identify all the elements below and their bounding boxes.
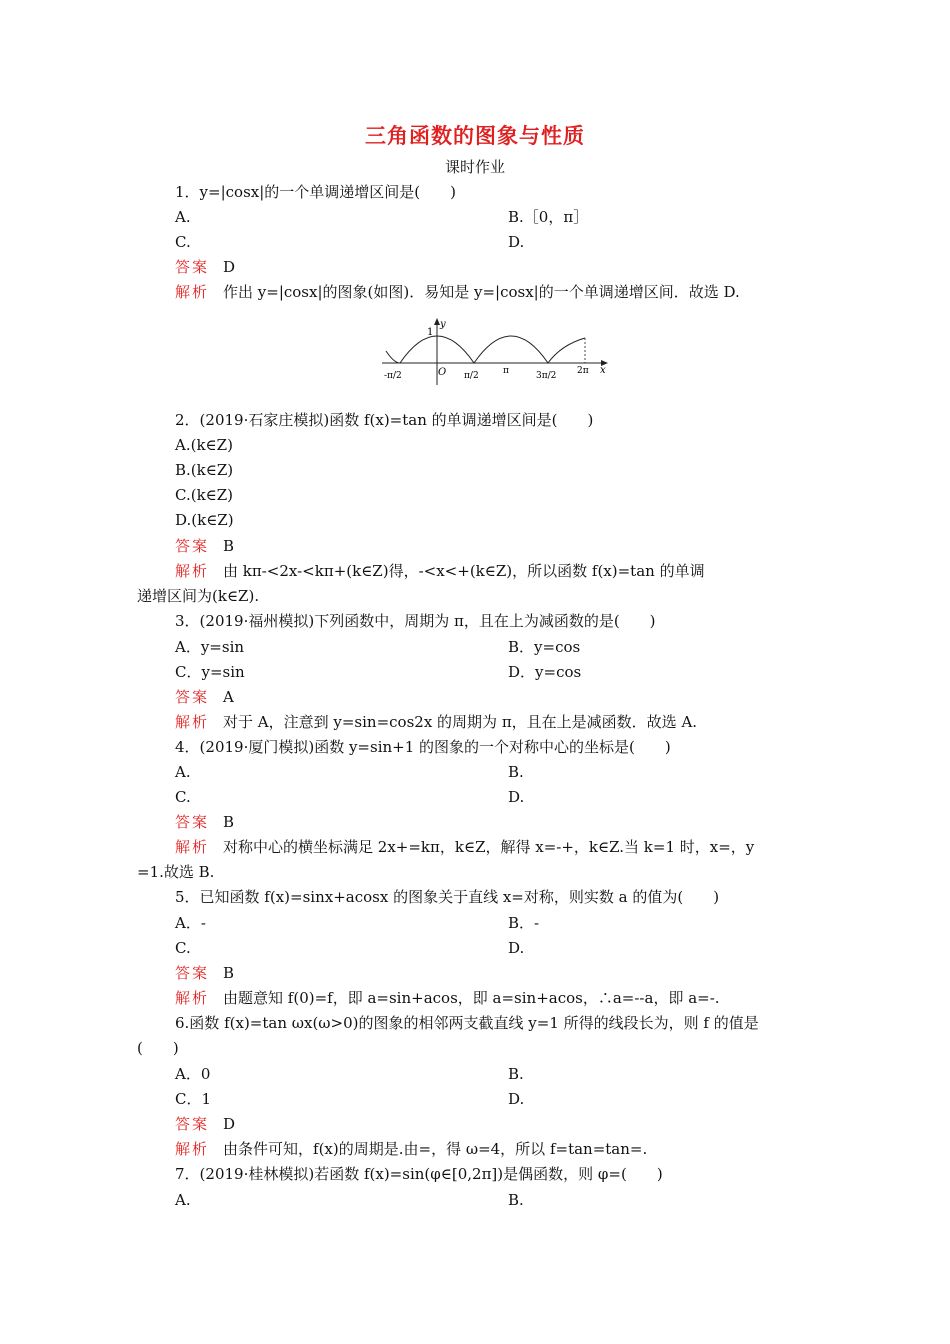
question-3-stem: 3．(2019·福州模拟)下列函数中，周期为 π，且在上为减函数的是( ) xyxy=(175,612,656,630)
question-4-analysis xyxy=(175,837,754,857)
question-4-analysis-cont: =1.故选 B. xyxy=(137,863,215,881)
analysis-text: 由 kπ-<2x-<kπ+(k∈Z)得，-<x<+(k∈Z)，所以函数 f(x)=tan 的单调 xyxy=(223,562,705,580)
analysis-label: 解析 xyxy=(175,989,210,1007)
question-5-answer xyxy=(175,963,234,983)
answer-label: 答案 xyxy=(175,537,210,555)
question-7-option-b: B. xyxy=(508,1191,524,1209)
question-1-answer xyxy=(175,257,235,277)
answer-label: 答案 xyxy=(175,1115,210,1133)
question-1-option-a: A. xyxy=(175,208,191,226)
question-6-answer xyxy=(175,1114,235,1134)
question-3-option-a: A．y=sin xyxy=(175,638,245,656)
x-axis-label: x xyxy=(600,365,606,376)
question-4-option-b: B. xyxy=(508,763,524,781)
answer-label: 答案 xyxy=(175,964,210,982)
question-7-stem: 7．(2019·桂林模拟)若函数 f(x)=sin(φ∈[0,2π])是偶函数，则 φ=( ) xyxy=(175,1165,663,1183)
question-6-option-c: C．1 xyxy=(175,1090,212,1108)
question-6-option-a: A．0 xyxy=(175,1065,211,1083)
question-6-option-d: D. xyxy=(508,1090,525,1108)
question-6-analysis xyxy=(175,1139,647,1159)
question-5-option-a: A．- xyxy=(175,914,206,932)
question-4-option-c: C. xyxy=(175,788,191,806)
abs-cosine-graph xyxy=(380,315,612,387)
question-6-stem: 6.函数 f(x)=tan ωx(ω>0)的图象的相邻两支截直线 y=1 所得的线段长为，则 f 的值是 xyxy=(175,1014,759,1032)
question-4-stem: 4．(2019·厦门模拟)函数 y=sin+1 的图象的一个对称中心的坐标是( ) xyxy=(175,738,671,756)
question-3-option-b: B．y=cos xyxy=(508,638,581,656)
x-tick-three-half-pi: 3π/2 xyxy=(536,371,557,381)
question-2-option-d: D.(k∈Z) xyxy=(175,511,234,529)
question-1-option-d: D. xyxy=(508,233,525,251)
question-2-option-b: B.(k∈Z) xyxy=(175,461,234,479)
question-3-answer xyxy=(175,687,234,707)
answer-value: A xyxy=(223,688,234,706)
analysis-label: 解析 xyxy=(175,283,210,301)
page-subtitle: 课时作业 xyxy=(444,158,505,176)
analysis-text: 对称中心的横坐标满足 2x+=kπ，k∈Z，解得 x=-+，k∈Z.当 k=1 时，x=，y xyxy=(223,838,755,856)
question-2-analysis xyxy=(175,561,705,581)
answer-value: D xyxy=(223,1115,236,1133)
answer-value: B xyxy=(223,813,235,831)
analysis-text: 对于 A，注意到 y=sin=cos2x 的周期为 π，且在上是减函数．故选 A. xyxy=(223,713,698,731)
answer-value: B xyxy=(223,537,235,555)
x-tick-two-pi: 2π xyxy=(577,366,589,376)
answer-label: 答案 xyxy=(175,688,210,706)
analysis-text: 由题意知 f(0)=f，即 a=sin+acos，即 a=sin+acos，∴a=--a，即 a=-. xyxy=(223,989,720,1007)
x-tick-half-pi: π/2 xyxy=(464,371,479,381)
analysis-label: 解析 xyxy=(175,562,210,580)
y-tick-label: 1 xyxy=(427,327,434,338)
question-5-option-d: D. xyxy=(508,939,525,957)
question-6-option-b: B. xyxy=(508,1065,524,1083)
question-1-stem: 1．y=|cosx|的一个单调递增区间是( ) xyxy=(175,183,456,201)
answer-label: 答案 xyxy=(175,258,210,276)
question-3-option-d: D．y=cos xyxy=(508,663,582,681)
answer-label: 答案 xyxy=(175,813,210,831)
question-5-option-b: B．- xyxy=(508,914,540,932)
y-axis-label: y xyxy=(440,319,446,330)
question-3-analysis xyxy=(175,712,697,732)
question-1-option-c: C. xyxy=(175,233,191,251)
question-2-answer xyxy=(175,536,234,556)
answer-value: D xyxy=(223,258,236,276)
x-tick-neg-half-pi: -π/2 xyxy=(384,371,402,381)
origin-label: O xyxy=(438,367,447,378)
analysis-text: 由条件可知，f(x)的周期是.由=，得 ω=4，所以 f=tan=tan=. xyxy=(223,1140,648,1158)
question-5-option-c: C. xyxy=(175,939,191,957)
question-5-stem: 5．已知函数 f(x)=sinx+acosx 的图象关于直线 x=对称，则实数 a 的值为( ) xyxy=(175,888,720,906)
question-2-option-c: C.(k∈Z) xyxy=(175,486,234,504)
question-4-option-a: A. xyxy=(175,763,191,781)
page-title: 三角函数的图象与性质 xyxy=(365,123,585,148)
question-7-option-a: A. xyxy=(175,1191,191,1209)
analysis-label: 解析 xyxy=(175,838,210,856)
question-4-answer xyxy=(175,812,234,832)
analysis-text: 作出 y=|cosx|的图象(如图)．易知是 y=|cosx|的一个单调递增区间．故选 D. xyxy=(223,283,740,301)
x-tick-pi: π xyxy=(503,366,509,376)
question-1-option-b: B.［0，π］ xyxy=(508,208,589,226)
question-5-analysis xyxy=(175,988,720,1008)
analysis-label: 解析 xyxy=(175,713,210,731)
analysis-label: 解析 xyxy=(175,1140,210,1158)
answer-value: B xyxy=(223,964,235,982)
question-2-option-a: A.(k∈Z) xyxy=(175,436,233,454)
question-4-option-d: D. xyxy=(508,788,525,806)
question-1-analysis xyxy=(175,282,740,302)
question-2-analysis-cont: 递增区间为(k∈Z). xyxy=(137,587,260,605)
question-6-stem-cont: ( ) xyxy=(137,1039,179,1057)
question-3-option-c: C．y=sin xyxy=(175,663,245,681)
question-2-stem: 2．(2019·石家庄模拟)函数 f(x)=tan 的单调递增区间是( ) xyxy=(175,411,594,429)
